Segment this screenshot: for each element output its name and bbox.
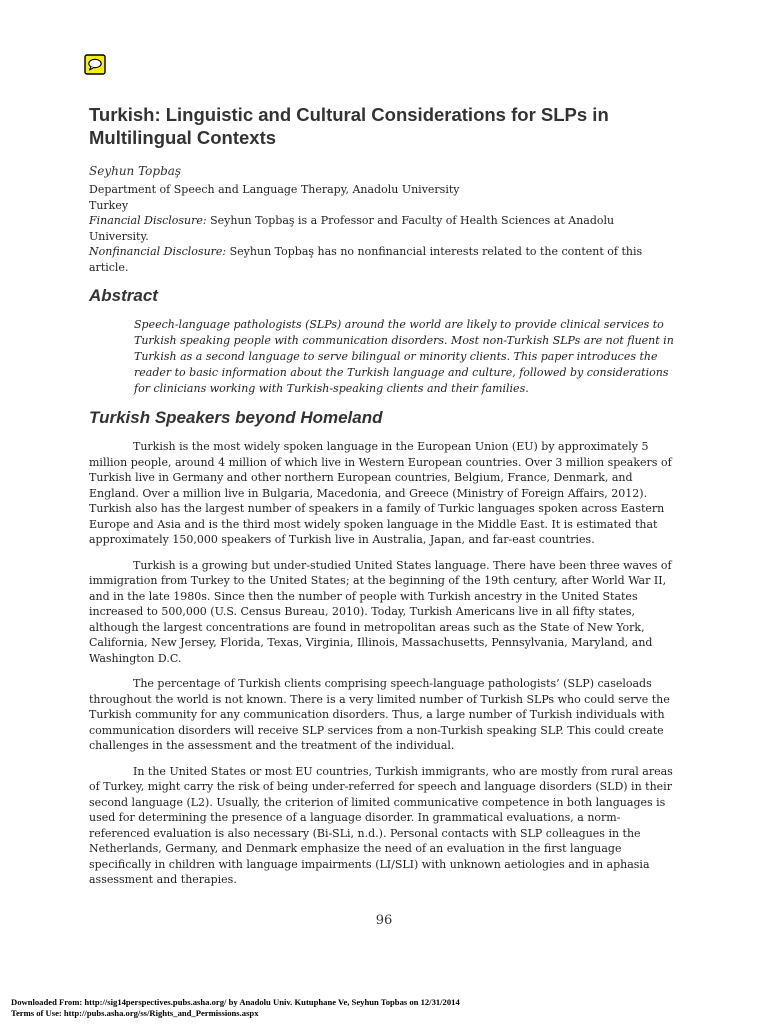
body-paragraph: Turkish is a growing but under-studied United States language. There have been three waves of immigration from Turkey to the United States; at the beginning of the 19th century, after World War II, and in the late 1980s. Since then the number of people with Turkish ancestry in the United States increased to 500,000 (U.S. Census Bureau, 2010). Today, Turkish Americans live in all fifty states, although the largest concentrations are found in metropolitan areas such as the State of New York, California, New Jersey, Florida, Texas, Virginia, Illinois, Massachusetts, Pennsylvania, Maryland, and Washington D.C. bbox=[89, 558, 672, 665]
abstract-text: Speech-language pathologists (SLPs) around the world are likely to provide clinical services to Turkish speaking people with communication disorders. Most non-Turkish SLPs are not fluent in Turkish as a second language to serve bilingual or minority clients. This paper introduces the reader to basic information about the Turkish language and culture, followed by considerations for clinicians working with Turkish-speaking clients and their families. bbox=[134, 318, 674, 395]
author-name: Seyhun Topbaş bbox=[89, 164, 182, 178]
body-paragraph: Turkish is the most widely spoken language in the European Union (EU) by approximately 5 million people, around 4 million of which live in Western European countries. Over 3 million speakers of Turkish live in Germany and other northern European countries, Belgium, France, Denmark, and England. Over a million live in Bulgaria, Macedonia, and Greece (Ministry of Foreign Affairs, 2012). Turkish also has the largest number of speakers in a family of Turkic languages spoken across Eastern Europe and Asia and is the third most widely spoken language in the Middle East. It is estimated that approximately 150,000 speakers of Turkish live in Australia, Japan, and far-east countries. bbox=[89, 440, 672, 546]
affiliation-block bbox=[89, 182, 674, 275]
financial-disclosure-label: Financial Disclosure: bbox=[89, 214, 207, 227]
article-title: Turkish: Linguistic and Cultural Considerations for SLPs in Multilingual Contexts bbox=[89, 104, 609, 148]
download-footer bbox=[11, 997, 751, 1018]
comment-icon[interactable] bbox=[84, 54, 106, 75]
affiliation-department: Department of Speech and Language Therapy, Anadolu University bbox=[89, 183, 460, 196]
abstract-heading: Abstract bbox=[89, 286, 158, 305]
nonfinancial-disclosure-label: Nonfinancial Disclosure: bbox=[89, 245, 227, 258]
section-body bbox=[89, 439, 681, 898]
body-paragraph: The percentage of Turkish clients comprising speech-language pathologists’ (SLP) caseloads throughout the world is not known. There is a very limited number of Turkish SLPs who could serve the Turkish community for any communication disorders. Thus, a large number of Turkish individuals with communication disorders will receive SLP services from a non-Turkish speaking SLP. This could create challenges in the assessment and the treatment of the individual. bbox=[89, 677, 670, 752]
nonfinancial-disclosure-text: Seyhun Topbaş has no nonfinancial interests related to the content of this article. bbox=[89, 245, 643, 274]
section-heading: Turkish Speakers beyond Homeland bbox=[89, 408, 383, 427]
financial-disclosure-text: Seyhun Topbaş is a Professor and Faculty of Health Sciences at Anadolu University. bbox=[89, 214, 615, 243]
page-number: 96 bbox=[375, 913, 393, 928]
financial-disclosure bbox=[89, 213, 674, 244]
body-paragraph: In the United States or most EU countries, Turkish immigrants, who are mostly from rural areas of Turkey, might carry the risk of being under-referred for speech and language disorders (SLD) in their second language (L2). Usually, the criterion of limited communicative competence in both languages is used for determining the presence of a language disorder. In grammatical evaluations, a norm-referenced evaluation is also necessary (Bi-SLi, n.d.). Personal contacts with SLP colleagues in the Netherlands, Germany, and Denmark emphasize the need of an evaluation in the first language specifically in children with language impairments (LI/SLI) with unknown aetiologies and in aphasia assessment and therapies. bbox=[89, 764, 673, 886]
nonfinancial-disclosure bbox=[89, 244, 674, 275]
footer-terms-line: Terms of Use: http://pubs.asha.org/ss/Rights_and_Permissions.aspx bbox=[11, 1007, 259, 1018]
affiliation-country: Turkey bbox=[89, 198, 129, 212]
footer-download-line: Downloaded From: http://sig14perspectives.pubs.asha.org/ by Anadolu Univ. Kutuphane Ve, Seyhun Topbas on 12/31/2014 bbox=[11, 997, 460, 1007]
